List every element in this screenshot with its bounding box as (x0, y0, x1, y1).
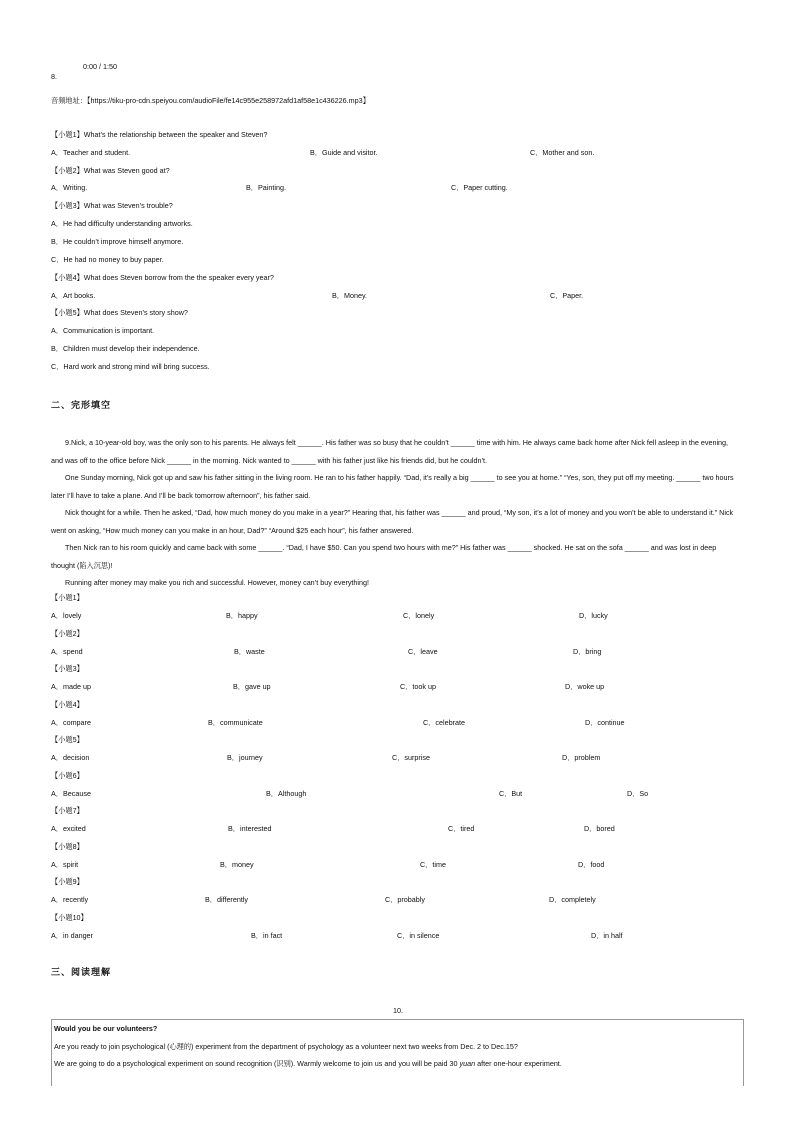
cloze-option-a[interactable]: A．recently (51, 895, 89, 904)
cloze-option-d[interactable]: D．continue (585, 717, 625, 727)
cloze-question-label: 【小题3】 (51, 664, 84, 673)
cloze-paragraph-4: Then Nick ran to his room quickly and came back with some ______. “Dad, I have $50. Can you spend two hours with me?” His father was ______ shocked. He sat on the sofa ______ and was lost in deep thought (陷入沉思)! (51, 543, 717, 570)
cloze-question-label: 【小题6】 (51, 770, 84, 780)
cloze-option-d[interactable]: D．food (578, 859, 605, 869)
cloze-option-c[interactable]: C．celebrate (423, 717, 465, 727)
cloze-question-label: 【小题5】 (51, 735, 84, 744)
cloze-option-c[interactable]: C．But (499, 788, 523, 798)
cloze-option-b[interactable]: B．money (220, 859, 254, 869)
listening-q2-opt-c[interactable]: C．Paper cutting. (451, 183, 508, 192)
cloze-option-d[interactable]: D．bored (584, 824, 615, 833)
cloze-paragraph-1: 9.Nick, a 10-year-old boy, was the only son to his parents. He always felt ______. His father was so busy that he couldn’t ______ time with him. He always came back home after Nick fell asleep in the evening, and was off to the office before Nick ______ in the morning. Nick wanted to ______ with his father just like his friends did, but he couldn’t. (51, 438, 729, 465)
cloze-option-b[interactable]: B．happy (226, 611, 258, 620)
cloze-question-label: 【小题8】 (51, 841, 84, 851)
cloze-option-b[interactable]: B．gave up (233, 682, 271, 691)
listening-q1-opt-c[interactable]: C．Mother and son. (530, 148, 595, 157)
cloze-option-d[interactable]: D．So (627, 788, 649, 798)
passage-line-2-em: yuan (459, 1059, 476, 1068)
audio-time[interactable]: 0:00 / 1:50 (83, 62, 117, 71)
cloze-option-b[interactable]: B．in fact (251, 930, 283, 940)
cloze-option-a[interactable]: A．spend (51, 646, 83, 656)
listening-q2: 【小题2】What was Steven good at? (51, 166, 170, 175)
listening-q5-opt-b[interactable]: B．Children must develop their independence. (51, 344, 200, 353)
cloze-option-b[interactable]: B．waste (234, 646, 265, 656)
cloze-option-c[interactable]: C．time (420, 859, 446, 869)
cloze-option-c[interactable]: C．probably (385, 895, 425, 904)
passage-line-2 (54, 1059, 562, 1069)
audio-url[interactable]: 音频地址：【https://tiku-pro-cdn.speiyou.com/audioFile/fe14c955e258972afd1af58e1c436226.mp3】 (51, 96, 370, 105)
cloze-option-c[interactable]: C．tired (448, 824, 475, 833)
listening-q4-opt-a[interactable]: A．Art books. (51, 291, 96, 300)
cloze-option-c[interactable]: C．leave (408, 646, 438, 656)
cloze-option-b[interactable]: B．Although (266, 788, 307, 798)
cloze-option-a[interactable]: A．made up (51, 682, 91, 691)
passage-title: Would you be our volunteers? (54, 1024, 158, 1033)
passage-line-1: Are you ready to join psychological (心理的) experiment from the department of psychology as a volunteer next two weeks from Dec. 2 to Dec.15? (54, 1042, 518, 1051)
passage-line-2-b: after one-hour experiment. (475, 1059, 562, 1068)
cloze-paragraph-2: One Sunday morning, Nick got up and saw his father sitting in the living room. He ran to his father happily. “Dad, it’s really a big ______ to see you at home.” “Yes, son, they put off my meeting. ______ two hours later I’ll have to take a plane. And I’ll be back tomorrow afternoon”, his father said. (51, 473, 734, 500)
listening-q4-opt-c[interactable]: C．Paper. (550, 291, 584, 300)
listening-q5: 【小题5】What does Steven’s story show? (51, 308, 188, 317)
listening-q2-opt-a[interactable]: A．Writing. (51, 183, 88, 192)
question-number: 8. (51, 72, 57, 81)
cloze-option-c[interactable]: C．surprise (392, 753, 430, 762)
listening-q1: 【小题1】What’s the relationship between the speaker and Steven? (51, 130, 268, 139)
cloze-option-b[interactable]: B．communicate (208, 717, 263, 727)
cloze-option-b[interactable]: B．interested (228, 824, 272, 833)
question-number-10: 10. (393, 1006, 403, 1015)
cloze-question-label: 【小题1】 (51, 593, 84, 602)
cloze-question-label: 【小题4】 (51, 699, 84, 709)
cloze-option-d[interactable]: D．bring (573, 646, 602, 656)
listening-q4: 【小题4】What does Steven borrow from the the speaker every year? (51, 273, 274, 282)
listening-q1-opt-a[interactable]: A．Teacher and student. (51, 148, 131, 157)
cloze-paragraph-3: Nick thought for a while. Then he asked, “Dad, how much money do you make in a year?” Hearing that, his father was ______ and proud, “My son, it’s a lot of money and you won’t be able to understand it.” Nick went on asking, “How much money can you make in an hour, Dad?” “Around $25 each hour”, his father answered. (51, 508, 734, 535)
listening-q5-opt-a[interactable]: A．Communication is important. (51, 326, 155, 335)
section-title-reading: 三、阅读理解 (51, 967, 112, 977)
listening-q2-opt-b[interactable]: B．Painting. (246, 183, 286, 192)
cloze-option-b[interactable]: B．journey (227, 753, 263, 762)
listening-q3: 【小题3】What was Steven’s trouble? (51, 201, 173, 210)
cloze-option-a[interactable]: A．lovely (51, 611, 82, 620)
cloze-passage (51, 434, 741, 592)
cloze-option-c[interactable]: C．lonely (403, 611, 435, 620)
cloze-option-a[interactable]: A．excited (51, 824, 86, 833)
cloze-question-label: 【小题7】 (51, 806, 84, 815)
cloze-option-d[interactable]: D．in half (591, 930, 623, 940)
cloze-question-label: 【小题10】 (51, 912, 88, 922)
cloze-option-a[interactable]: A．in danger (51, 930, 93, 940)
cloze-option-d[interactable]: D．lucky (579, 611, 608, 620)
cloze-option-c[interactable]: C．took up (400, 682, 436, 691)
cloze-paragraph-5: Running after money may make you rich and successful. However, money can’t buy everything! (65, 578, 370, 587)
listening-q4-opt-b[interactable]: B．Money. (332, 291, 368, 300)
cloze-question-label: 【小题9】 (51, 877, 84, 886)
cloze-option-d[interactable]: D．woke up (565, 682, 605, 691)
listening-q3-opt-a[interactable]: A．He had difficulty understanding artworks. (51, 219, 193, 228)
cloze-option-a[interactable]: A．decision (51, 753, 90, 762)
cloze-option-c[interactable]: C．in silence (397, 930, 440, 940)
cloze-question-label: 【小题2】 (51, 628, 84, 638)
cloze-option-a[interactable]: A．compare (51, 717, 91, 727)
cloze-option-d[interactable]: D．completely (549, 895, 596, 904)
cloze-option-a[interactable]: A．Because (51, 788, 91, 798)
listening-q3-opt-c[interactable]: C．He had no money to buy paper. (51, 255, 164, 264)
listening-q3-opt-b[interactable]: B．He couldn’t improve himself anymore. (51, 237, 184, 246)
cloze-option-b[interactable]: B．differently (205, 895, 249, 904)
cloze-option-d[interactable]: D．problem (562, 753, 601, 762)
cloze-option-a[interactable]: A．spirit (51, 859, 79, 869)
passage-line-2-a: We are going to do a psychological experiment on sound recognition (识别). Warmly welcome to join us and you will be paid 30 (54, 1059, 460, 1068)
listening-q1-opt-b[interactable]: B．Guide and visitor. (310, 148, 378, 157)
reading-passage-box (51, 1019, 744, 1086)
section-title-cloze: 二、完形填空 (51, 400, 112, 410)
listening-q5-opt-c[interactable]: C．Hard work and strong mind will bring success. (51, 362, 210, 371)
